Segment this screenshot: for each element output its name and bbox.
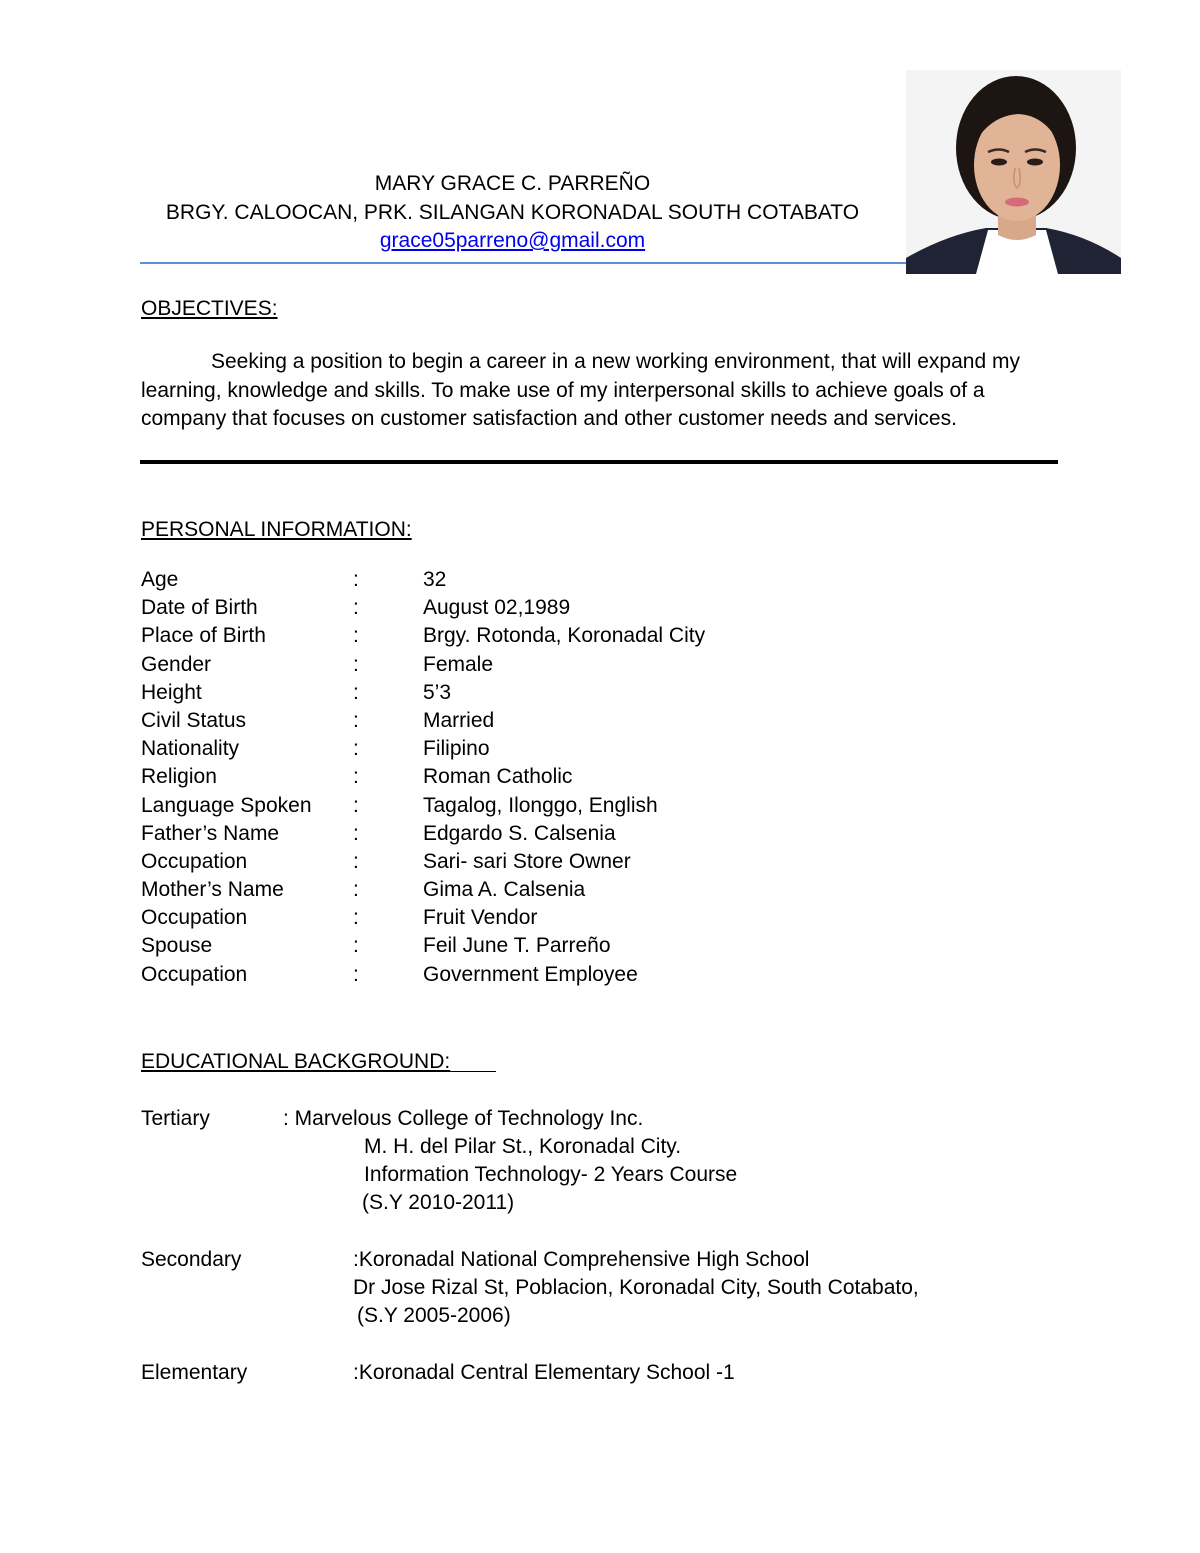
objectives-text: Seeking a position to begin a career in a new working environment, that will expand my learning, knowledge and skills. To make use of my interpersonal skills to achieve goals of a company that focuses on customer satisfaction and other customer needs and services.	[141, 350, 1020, 430]
info-separator: :	[353, 596, 359, 620]
elementary-label: Elementary	[141, 1361, 248, 1384]
secondary-label: Secondary	[141, 1248, 242, 1271]
info-label: Occupation	[141, 906, 248, 930]
info-value: Brgy. Rotonda, Koronadal City	[423, 624, 706, 648]
info-separator: :	[353, 680, 359, 704]
info-value: Sari- sari Store Owner	[423, 849, 631, 873]
objectives-text-block	[141, 348, 1071, 434]
info-value: Tagalog, Ilonggo, English	[423, 793, 658, 817]
info-separator: :	[353, 652, 359, 676]
tertiary-course: Information Technology- 2 Years Course	[364, 1163, 738, 1186]
info-row	[141, 625, 705, 653]
info-label: Mother’s Name	[141, 878, 284, 902]
info-value: Roman Catholic	[423, 765, 573, 789]
info-label: Spouse	[141, 934, 213, 958]
header-divider	[140, 262, 910, 264]
applicant-address: BRGY. CALOOCAN, PRK. SILANGAN KORONADAL SOUTH COTABATO	[165, 201, 860, 224]
info-row	[141, 851, 705, 879]
info-row	[141, 710, 705, 738]
info-value: 32	[423, 568, 447, 591]
info-row	[141, 738, 705, 766]
tertiary-year: (S.Y 2010-2011)	[362, 1191, 515, 1214]
secondary-year: (S.Y 2005-2006)	[357, 1304, 511, 1327]
applicant-name: MARY GRACE C. PARREÑO	[374, 172, 651, 195]
info-separator: :	[353, 708, 359, 732]
email-row	[140, 230, 885, 251]
info-separator: :	[353, 906, 359, 930]
info-value: Fruit Vendor	[423, 906, 538, 930]
secondary-school: :Koronadal National Comprehensive High School	[353, 1248, 810, 1271]
info-label: Civil Status	[141, 708, 247, 732]
info-label: Height	[141, 680, 202, 704]
info-separator: :	[353, 737, 359, 761]
info-separator: :	[353, 568, 359, 591]
info-separator: :	[353, 878, 359, 902]
info-label: Age	[141, 568, 179, 591]
info-row	[141, 907, 705, 935]
info-label: Occupation	[141, 962, 248, 986]
info-separator: :	[353, 765, 359, 789]
info-row	[141, 823, 705, 851]
elementary-school: :Koronadal Central Elementary School -1	[353, 1361, 735, 1384]
education-title: EDUCATIONAL BACKGROUND:	[141, 1050, 451, 1073]
info-row	[141, 879, 705, 907]
info-separator: :	[353, 962, 359, 986]
info-row	[141, 766, 705, 794]
info-label: Date of Birth	[141, 596, 258, 620]
tertiary-address: M. H. del Pilar St., Koronadal City.	[364, 1135, 682, 1158]
section-divider	[140, 460, 1058, 464]
info-row	[141, 597, 705, 625]
info-value: Female	[423, 652, 494, 676]
info-separator: :	[353, 849, 359, 873]
info-row	[141, 682, 705, 710]
info-value: Gima A. Calsenia	[423, 878, 586, 902]
info-separator: :	[353, 934, 359, 958]
info-label: Language Spoken	[141, 793, 312, 817]
education-title-underline	[430, 1071, 496, 1072]
info-value: Feil June T. Parreño	[423, 934, 611, 958]
info-label: Occupation	[141, 849, 248, 873]
tertiary-school: : Marvelous College of Technology Inc.	[283, 1107, 644, 1130]
info-separator: :	[353, 624, 359, 648]
info-value: Filipino	[423, 737, 490, 761]
info-label: Place of Birth	[141, 624, 266, 648]
info-value: Edgardo S. Calsenia	[423, 821, 616, 845]
info-value: 5’3	[423, 680, 452, 704]
info-row	[141, 964, 705, 992]
email-link[interactable]: grace05parreno@gmail.com	[379, 229, 646, 252]
info-row	[141, 795, 705, 823]
info-row	[141, 654, 705, 682]
tertiary-label: Tertiary	[141, 1107, 210, 1130]
profile-photo	[906, 70, 1121, 274]
info-row	[141, 569, 705, 597]
personal-info-table	[141, 569, 705, 992]
info-label: Father’s Name	[141, 821, 280, 845]
objectives-title: OBJECTIVES:	[141, 297, 278, 320]
info-value: Government Employee	[423, 962, 638, 986]
info-label: Gender	[141, 652, 212, 676]
info-row	[141, 935, 705, 963]
info-value: August 02,1989	[423, 596, 571, 620]
info-label: Nationality	[141, 737, 240, 761]
info-separator: :	[353, 821, 359, 845]
info-separator: :	[353, 793, 359, 817]
personal-info-title: PERSONAL INFORMATION:	[141, 518, 412, 541]
secondary-address: Dr Jose Rizal St, Poblacion, Koronadal City, South Cotabato,	[353, 1276, 919, 1299]
info-value: Married	[423, 708, 495, 732]
info-label: Religion	[141, 765, 217, 789]
